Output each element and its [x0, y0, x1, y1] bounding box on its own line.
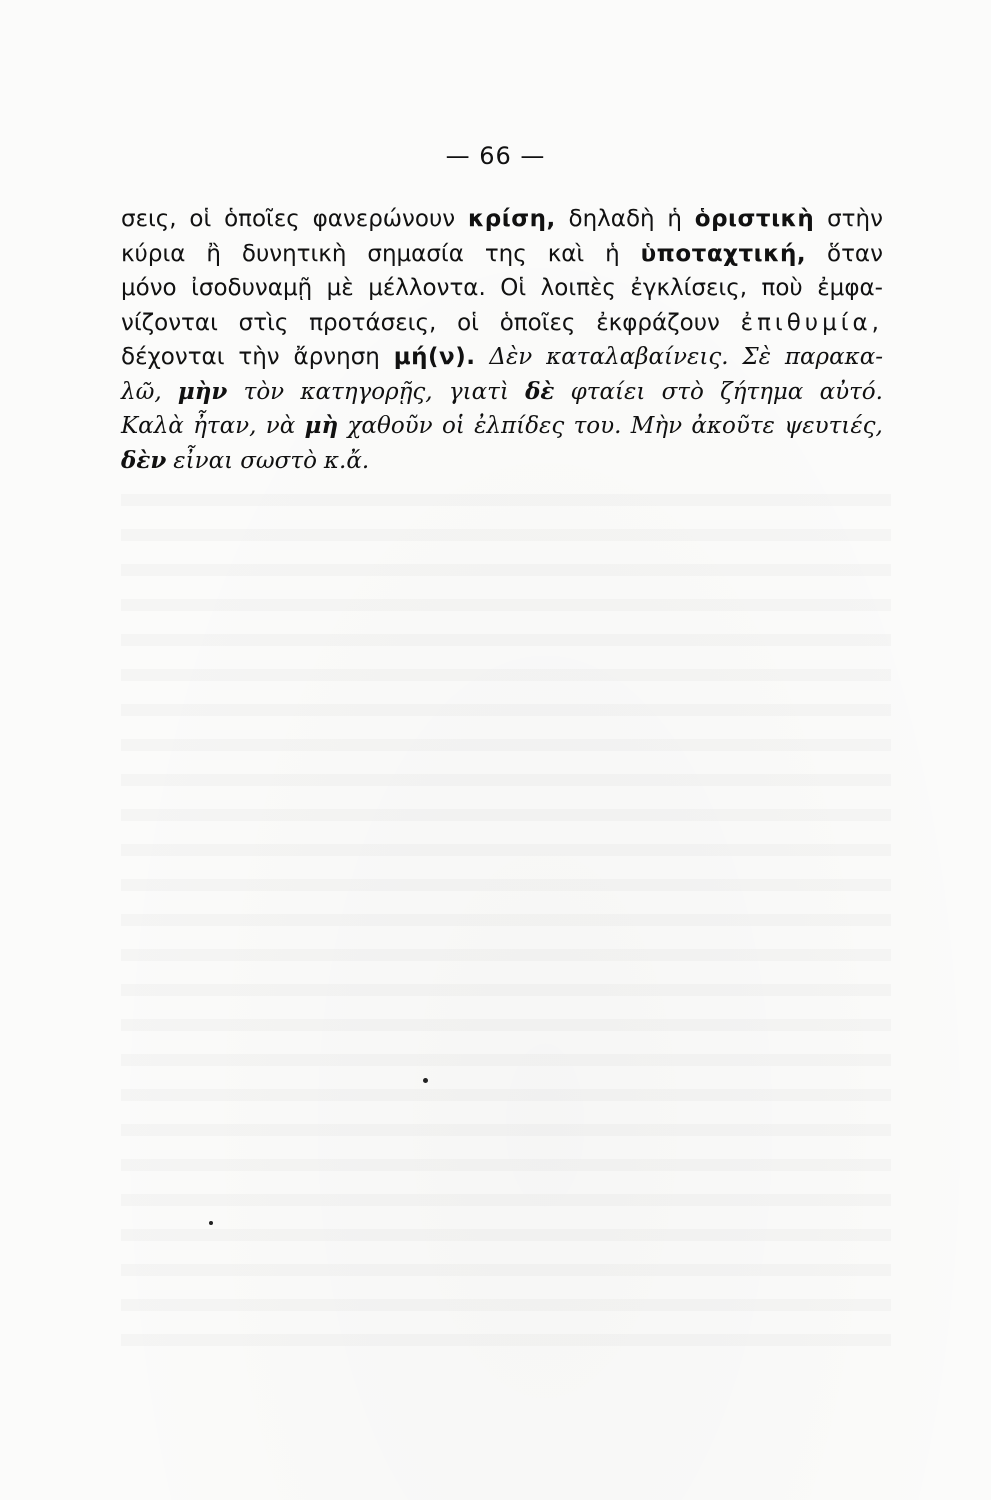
emphasized-word: δὲ — [525, 377, 555, 405]
word: καταλαβαίνεις. — [546, 344, 729, 370]
word: ἐγκλίσεις, — [630, 275, 748, 301]
word: νίζονται — [121, 309, 218, 336]
text-line — [121, 409, 883, 444]
body-text — [121, 202, 883, 478]
word: ἐλπίδες — [474, 413, 565, 439]
word: ζήτημα — [720, 378, 804, 405]
text-line — [121, 237, 883, 272]
word: οἱ — [189, 206, 212, 232]
emphasized-word: ὑποταχτική, — [640, 240, 807, 267]
word: του. — [573, 413, 622, 439]
word: φταίει — [570, 378, 646, 405]
text-line — [121, 306, 883, 341]
word: δέχονται — [121, 344, 225, 370]
word: στὸ — [661, 378, 704, 405]
word: στὶς — [238, 309, 289, 336]
word: ἡ — [667, 206, 682, 232]
text-line — [121, 202, 883, 237]
word: οἱ — [457, 309, 479, 336]
word: ἄρνηση — [293, 344, 380, 370]
word: νὰ — [265, 413, 296, 439]
word: Μὴν — [630, 413, 683, 439]
word: Σὲ — [742, 344, 772, 370]
word: παρακα- — [784, 344, 883, 370]
word: σημασία — [367, 240, 464, 267]
text-line — [121, 340, 883, 375]
emphasized-word: μή(ν). — [393, 344, 476, 370]
word: μέλλοντα. — [368, 275, 486, 301]
word: Δὲν — [489, 344, 533, 370]
word: δυνητικὴ — [241, 240, 347, 267]
word: ἀκοῦτε — [691, 413, 775, 439]
stray-dot — [209, 1221, 213, 1225]
word: ἢ — [206, 240, 221, 267]
show-through-text — [121, 480, 891, 1360]
word: στὴν — [827, 206, 883, 232]
word: οἱ — [441, 413, 465, 439]
word: Καλὰ — [121, 413, 184, 439]
word: δηλαδὴ — [568, 206, 655, 232]
word: ὁποῖες — [499, 309, 576, 336]
word: καὶ — [547, 240, 585, 267]
word: ὅταν — [827, 240, 883, 267]
word: προτάσεις, — [309, 309, 437, 336]
stray-dot — [423, 1078, 428, 1083]
word: χαθοῦν — [347, 413, 433, 439]
word: φανερώνουν — [312, 206, 456, 232]
word: λῶ, — [121, 378, 162, 405]
emphasized-word: ὁριστικὴ — [694, 206, 815, 232]
word: ἐκφράζουν — [596, 309, 720, 336]
emphasized-word: κρίση, — [467, 206, 556, 232]
word: σωστὸ — [240, 447, 317, 474]
emphasized-word: μὴ — [304, 412, 339, 439]
word: γιατὶ — [448, 378, 509, 405]
text-line — [121, 444, 883, 479]
word: ἰσοδυναμῇ — [191, 275, 313, 301]
word: της — [484, 240, 527, 267]
word: ποὺ — [761, 275, 803, 301]
word: κατηγορῇς, — [300, 378, 433, 405]
word: σεις, — [121, 206, 177, 232]
word: εἶναι — [173, 447, 234, 474]
word: ἐμφα- — [817, 275, 883, 301]
word: ἦταν, — [193, 413, 257, 439]
word: μόνο — [121, 275, 177, 301]
word: αὐτό. — [819, 378, 883, 405]
word: ὁποῖες — [224, 206, 300, 232]
word: λοιπὲς — [540, 275, 616, 301]
word: ἡ — [605, 240, 620, 267]
word: κύρια — [121, 240, 186, 267]
word: μὲ — [326, 275, 354, 301]
emphasized-word: μὴν — [177, 377, 228, 405]
page-number: — 66 — — [445, 142, 546, 170]
word: τὴν — [238, 344, 280, 370]
emphasized-word: δὲν — [121, 446, 167, 474]
word: κ.ἄ. — [323, 447, 370, 474]
text-line — [121, 271, 883, 306]
word: ψευτιές, — [784, 413, 883, 439]
word: τὸν — [243, 378, 285, 405]
text-line — [121, 375, 883, 410]
word: ἐπιθυμία, — [740, 309, 883, 336]
word: Οἱ — [500, 275, 527, 301]
